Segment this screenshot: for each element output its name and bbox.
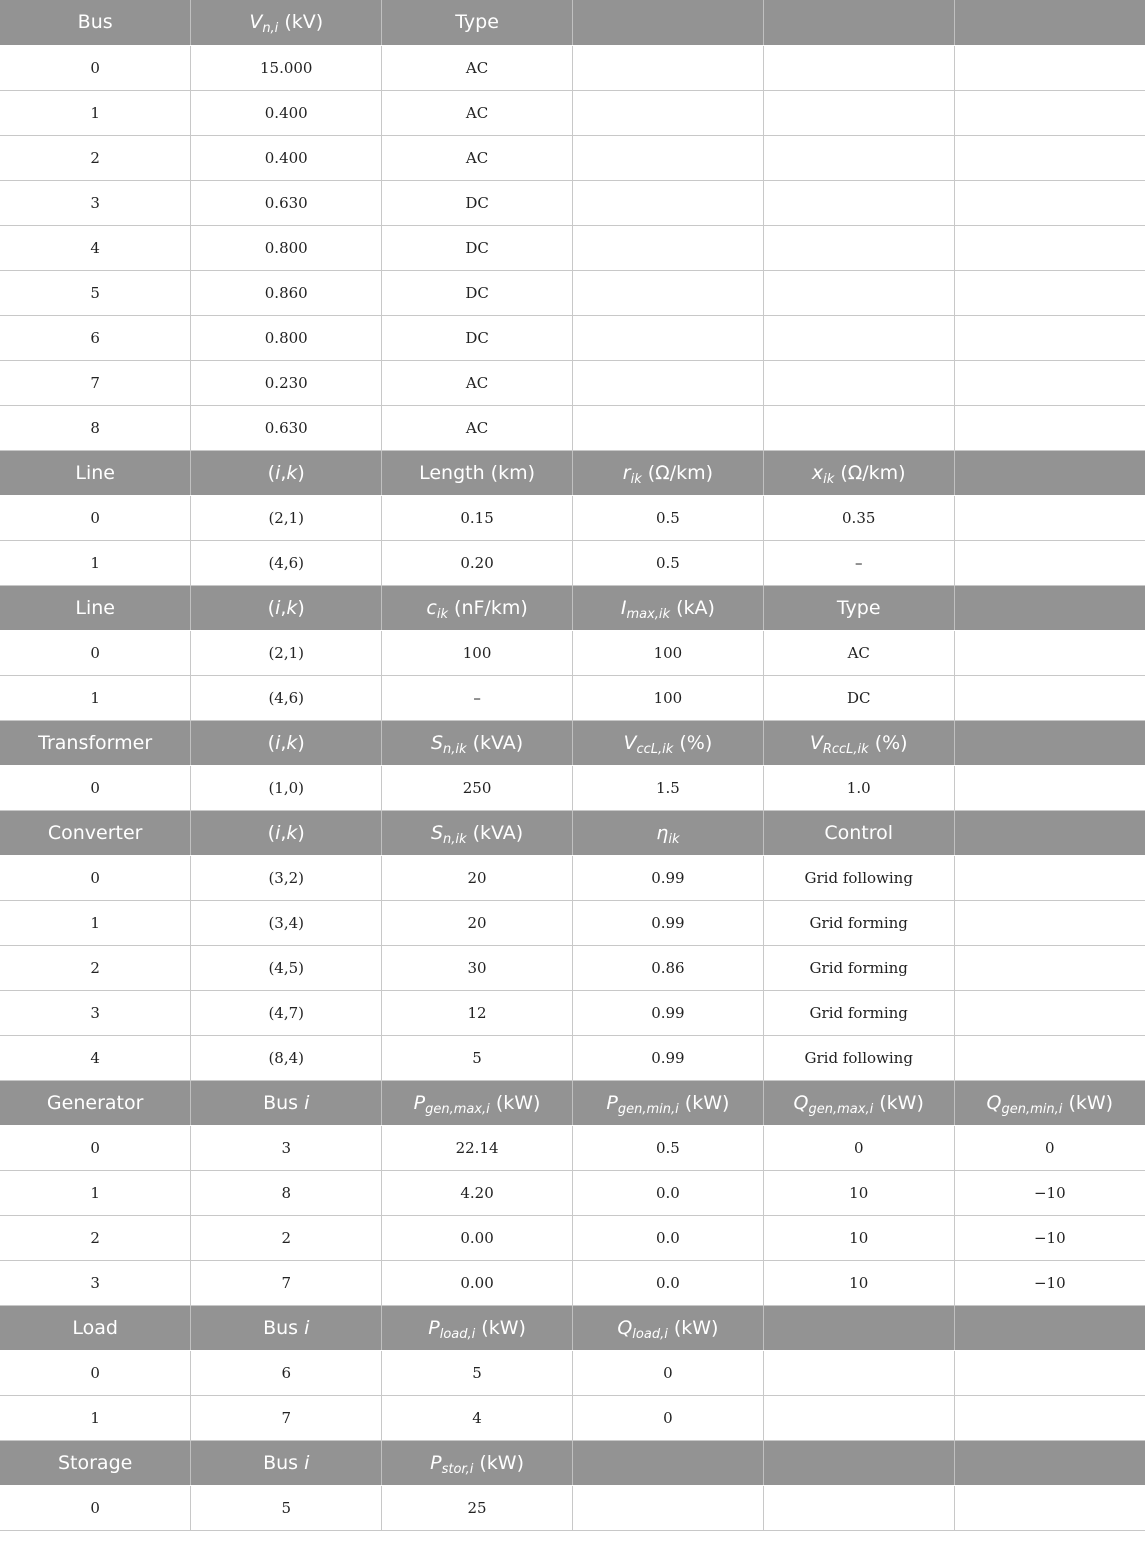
table-cell: 1.0: [763, 765, 954, 810]
table-cell: 4.20: [382, 1170, 573, 1215]
table-cell: 0: [0, 855, 191, 900]
line2-header-row: [0, 585, 1145, 630]
table-cell: [954, 765, 1145, 810]
table-cell: 100: [382, 630, 573, 675]
table-cell: AC: [763, 630, 954, 675]
table-row: [0, 765, 1145, 810]
table-cell: (3,2): [191, 855, 382, 900]
table-cell: (4,5): [191, 945, 382, 990]
table-cell: 0.35: [763, 495, 954, 540]
table-row: [0, 945, 1145, 990]
table-cell: (8,4): [191, 1035, 382, 1080]
table-row: [0, 1260, 1145, 1305]
table-cell: [954, 405, 1145, 450]
table-row: [0, 45, 1145, 90]
table-cell: 0.800: [191, 225, 382, 270]
transformer-rating-header: $S_{n,ik}$ (kVA): [382, 720, 573, 765]
table-cell: 0: [572, 1350, 763, 1395]
storage-rows: [0, 1485, 1145, 1530]
table-row: [0, 90, 1145, 135]
table-cell: 4: [0, 1035, 191, 1080]
line2-rows: [0, 630, 1145, 720]
load-rows: [0, 1350, 1145, 1440]
table-cell: 0: [572, 1395, 763, 1440]
converter-ik-header: (i,k): [191, 810, 382, 855]
table-row: [0, 315, 1145, 360]
converter-control-header: Control: [763, 810, 954, 855]
table-cell: 0.20: [382, 540, 573, 585]
table-cell: 0: [954, 1125, 1145, 1170]
table-cell: Grid forming: [763, 900, 954, 945]
table-cell: (4,6): [191, 675, 382, 720]
table-cell: 4: [382, 1395, 573, 1440]
table-cell: 0: [0, 1350, 191, 1395]
line-type-header: Type: [763, 585, 954, 630]
table-cell: (4,7): [191, 990, 382, 1035]
table-cell: 0.15: [382, 495, 573, 540]
table-cell: 1: [0, 90, 191, 135]
storage-header-row: [0, 1440, 1145, 1485]
table-cell: 0: [763, 1125, 954, 1170]
table-cell: 1: [0, 675, 191, 720]
converter-header-row: [0, 810, 1145, 855]
table-cell: 0.400: [191, 135, 382, 180]
table-cell: 1: [0, 540, 191, 585]
table-cell: 5: [0, 270, 191, 315]
table-cell: 15.000: [191, 45, 382, 90]
table-cell: [763, 360, 954, 405]
table-cell: DC: [763, 675, 954, 720]
converter-header: Converter: [0, 810, 191, 855]
table-row: [0, 1215, 1145, 1260]
table-cell: AC: [382, 90, 573, 135]
table-cell: [954, 675, 1145, 720]
table-row: [0, 675, 1145, 720]
table-cell: 0.99: [572, 1035, 763, 1080]
table-cell: −10: [954, 1260, 1145, 1305]
table-cell: 0.630: [191, 405, 382, 450]
table-row: [0, 135, 1145, 180]
table-cell: [954, 1485, 1145, 1530]
table-cell: [954, 270, 1145, 315]
table-cell: [954, 315, 1145, 360]
table-cell: [763, 180, 954, 225]
table-cell: 0.400: [191, 90, 382, 135]
table-cell: 0.230: [191, 360, 382, 405]
table-cell: 0.5: [572, 495, 763, 540]
table-cell: [763, 405, 954, 450]
qgen-min-header: $Q_{gen,min,i}$ (kW): [954, 1080, 1145, 1125]
table-cell: [763, 135, 954, 180]
transformer-rows: [0, 765, 1145, 810]
transformer-ik-header: (i,k): [191, 720, 382, 765]
table-cell: [763, 1395, 954, 1440]
table-cell: Grid following: [763, 855, 954, 900]
load-header-row: [0, 1305, 1145, 1350]
table-cell: 0: [0, 630, 191, 675]
table-row: [0, 180, 1145, 225]
line2-header: Line: [0, 585, 191, 630]
table-cell: [954, 900, 1145, 945]
table-cell: 0: [0, 1485, 191, 1530]
table-cell: –: [763, 540, 954, 585]
table-cell: Grid forming: [763, 945, 954, 990]
line-header-row: [0, 450, 1145, 495]
table-cell: [572, 315, 763, 360]
table-row: [0, 1395, 1145, 1440]
table-cell: 3: [0, 180, 191, 225]
table-cell: [572, 180, 763, 225]
table-cell: [954, 945, 1145, 990]
generator-header-row: [0, 1080, 1145, 1125]
table-cell: 10: [763, 1260, 954, 1305]
table-cell: Grid forming: [763, 990, 954, 1035]
table-cell: (3,4): [191, 900, 382, 945]
table-cell: [954, 180, 1145, 225]
table-cell: DC: [382, 225, 573, 270]
line-ik-header: (i,k): [191, 450, 382, 495]
table-cell: 100: [572, 630, 763, 675]
table-cell: 0.0: [572, 1260, 763, 1305]
table-cell: 12: [382, 990, 573, 1035]
storage-bus-header: Bus i: [191, 1440, 382, 1485]
converter-rating-header: $S_{n,ik}$ (kVA): [382, 810, 573, 855]
table-cell: [954, 135, 1145, 180]
table-cell: 0.99: [572, 855, 763, 900]
table-cell: 2: [0, 945, 191, 990]
table-cell: [763, 225, 954, 270]
bus-type-header: Type: [382, 0, 573, 45]
table-row: [0, 1350, 1145, 1395]
table-cell: 250: [382, 765, 573, 810]
table-cell: 1.5: [572, 765, 763, 810]
table-row: [0, 495, 1145, 540]
table-cell: Grid following: [763, 1035, 954, 1080]
table-cell: [572, 90, 763, 135]
table-cell: 5: [382, 1350, 573, 1395]
table-cell: 0: [0, 495, 191, 540]
table-cell: –: [382, 675, 573, 720]
table-cell: 0: [0, 765, 191, 810]
transformer-header: Transformer: [0, 720, 191, 765]
bus-header: Bus: [0, 0, 191, 45]
table-cell: [954, 1350, 1145, 1395]
table-cell: [954, 495, 1145, 540]
load-header: Load: [0, 1305, 191, 1350]
nominal-voltage-header: $V_{n,i}$ (kV): [191, 0, 382, 45]
table-row: [0, 1035, 1145, 1080]
table-cell: [572, 135, 763, 180]
table-cell: [954, 540, 1145, 585]
storage-header: Storage: [0, 1440, 191, 1485]
table-cell: AC: [382, 360, 573, 405]
table-cell: 2: [191, 1215, 382, 1260]
table-cell: 3: [0, 1260, 191, 1305]
table-row: [0, 270, 1145, 315]
table-cell: 2: [0, 1215, 191, 1260]
table-cell: DC: [382, 270, 573, 315]
table-cell: AC: [382, 135, 573, 180]
table-cell: 0.0: [572, 1170, 763, 1215]
table-cell: 0.0: [572, 1215, 763, 1260]
table-cell: [954, 90, 1145, 135]
table-row: [0, 990, 1145, 1035]
table-cell: [572, 225, 763, 270]
transformer-vcc-header: $V_{ccL,ik}$ (%): [572, 720, 763, 765]
table-cell: 0: [0, 1125, 191, 1170]
table-cell: 4: [0, 225, 191, 270]
table-cell: 0.5: [572, 1125, 763, 1170]
generator-bus-header: Bus i: [191, 1080, 382, 1125]
table-cell: 0.5: [572, 540, 763, 585]
table-cell: 6: [0, 315, 191, 360]
table-cell: 20: [382, 900, 573, 945]
line-resistance-header: $r_{ik}$ (Ω/km): [572, 450, 763, 495]
table-cell: (2,1): [191, 630, 382, 675]
table-cell: −10: [954, 1215, 1145, 1260]
pgen-max-header: $P_{gen,max,i}$ (kW): [382, 1080, 573, 1125]
table-cell: [954, 1035, 1145, 1080]
bus-header-row: [0, 0, 1145, 45]
table-cell: 2: [0, 135, 191, 180]
line-header: Line: [0, 450, 191, 495]
table-cell: (1,0): [191, 765, 382, 810]
table-cell: 20: [382, 855, 573, 900]
table-cell: 22.14: [382, 1125, 573, 1170]
table-cell: [954, 225, 1145, 270]
generator-header: Generator: [0, 1080, 191, 1125]
table-cell: AC: [382, 45, 573, 90]
table-cell: 7: [191, 1260, 382, 1305]
table-cell: [954, 1395, 1145, 1440]
line2-ik-header: (i,k): [191, 585, 382, 630]
line-length-header: Length (km): [382, 450, 573, 495]
table-row: [0, 1125, 1145, 1170]
table-cell: [763, 270, 954, 315]
table-cell: [572, 45, 763, 90]
table-cell: 0: [0, 45, 191, 90]
table-cell: [763, 45, 954, 90]
table-cell: 0.99: [572, 990, 763, 1035]
table-cell: 0.800: [191, 315, 382, 360]
line-max-current-header: $I_{max,ik}$ (kA): [572, 585, 763, 630]
table-row: [0, 360, 1145, 405]
table-row: [0, 225, 1145, 270]
table-cell: 100: [572, 675, 763, 720]
table-cell: DC: [382, 315, 573, 360]
table-cell: 0.00: [382, 1215, 573, 1260]
table-cell: [954, 855, 1145, 900]
table-cell: [763, 1350, 954, 1395]
table-cell: 10: [763, 1170, 954, 1215]
table-cell: 30: [382, 945, 573, 990]
table-cell: 5: [382, 1035, 573, 1080]
pload-header: $P_{load,i}$ (kW): [382, 1305, 573, 1350]
generator-rows: [0, 1125, 1145, 1305]
line-reactance-header: $x_{ik}$ (Ω/km): [763, 450, 954, 495]
table-cell: 1: [0, 1395, 191, 1440]
table-cell: 7: [191, 1395, 382, 1440]
table-cell: 0.99: [572, 900, 763, 945]
table-cell: 1: [0, 900, 191, 945]
line-rows: [0, 495, 1145, 585]
table-cell: [763, 1485, 954, 1530]
table-cell: 0.86: [572, 945, 763, 990]
bus-rows: [0, 45, 1145, 450]
table-cell: 0.00: [382, 1260, 573, 1305]
table-cell: 8: [0, 405, 191, 450]
table-cell: 5: [191, 1485, 382, 1530]
table-row: [0, 630, 1145, 675]
qload-header: $Q_{load,i}$ (kW): [572, 1305, 763, 1350]
qgen-max-header: $Q_{gen,max,i}$ (kW): [763, 1080, 954, 1125]
table-cell: 7: [0, 360, 191, 405]
table-cell: [763, 90, 954, 135]
table-cell: [572, 360, 763, 405]
table-cell: [572, 270, 763, 315]
table-cell: (2,1): [191, 495, 382, 540]
pgen-min-header: $P_{gen,min,i}$ (kW): [572, 1080, 763, 1125]
pstor-header: $P_{stor,i}$ (kW): [382, 1440, 573, 1485]
converter-rows: [0, 855, 1145, 1080]
table-row: [0, 1170, 1145, 1215]
table-cell: 3: [191, 1125, 382, 1170]
table-cell: [954, 630, 1145, 675]
table-cell: 1: [0, 1170, 191, 1215]
table-row: [0, 405, 1145, 450]
table-cell: [954, 990, 1145, 1035]
table-cell: [954, 45, 1145, 90]
table-cell: 6: [191, 1350, 382, 1395]
table-cell: 8: [191, 1170, 382, 1215]
table-row: [0, 900, 1145, 945]
table-cell: 0.630: [191, 180, 382, 225]
table-cell: [572, 405, 763, 450]
table-row: [0, 855, 1145, 900]
table-cell: 25: [382, 1485, 573, 1530]
table-row: [0, 1485, 1145, 1530]
table-cell: [572, 1485, 763, 1530]
transformer-header-row: [0, 720, 1145, 765]
table-cell: 3: [0, 990, 191, 1035]
table-cell: [763, 315, 954, 360]
table-cell: DC: [382, 180, 573, 225]
table-cell: (4,6): [191, 540, 382, 585]
converter-efficiency-header: $\eta_{ik}$: [572, 810, 763, 855]
table-cell: [954, 360, 1145, 405]
table-cell: 10: [763, 1215, 954, 1260]
table-row: [0, 540, 1145, 585]
table-cell: AC: [382, 405, 573, 450]
table-cell: 0.860: [191, 270, 382, 315]
transformer-vrcc-header: $V_{RccL,ik}$ (%): [763, 720, 954, 765]
line-capacitance-header: $c_{ik}$ (nF/km): [382, 585, 573, 630]
load-bus-header: Bus i: [191, 1305, 382, 1350]
table-cell: −10: [954, 1170, 1145, 1215]
